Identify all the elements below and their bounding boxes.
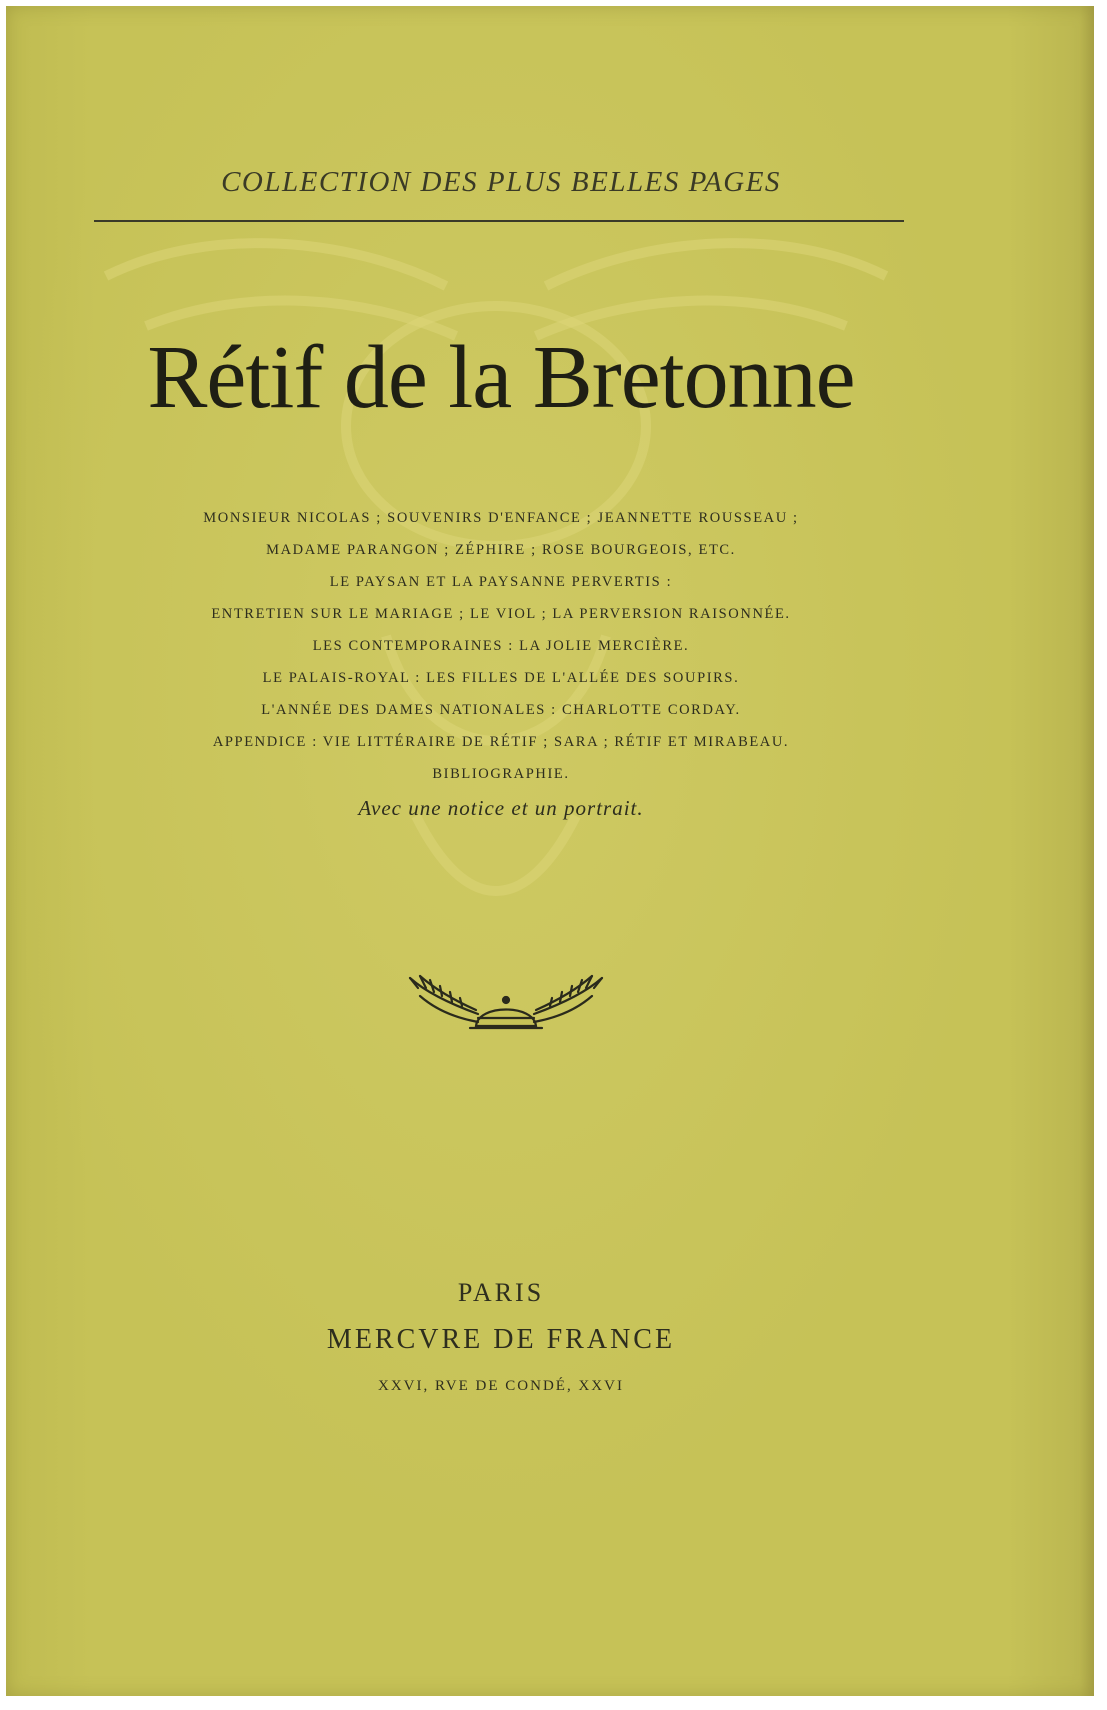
divider: [94, 220, 904, 222]
contents-line: L'ANNÉE DES DAMES NATIONALES : CHARLOTTE CORDAY.: [261, 702, 741, 718]
contents-line: LES CONTEMPORAINES : LA JOLIE MERCIÈRE.: [312, 638, 690, 654]
series-title: COLLECTION DES PLUS BELLES PAGES: [221, 166, 781, 198]
notice-line: Avec une notice et un portrait.: [358, 796, 644, 820]
contents-line: LE PALAIS-ROYAL : LES FILLES DE L'ALLÉE DES SOUPIRS.: [262, 670, 740, 686]
publisher-name: MERCVRE DE FRANCE: [326, 1324, 676, 1355]
author-name: Rétif de la Bretonne: [147, 328, 855, 427]
contents-line: APPENDICE : VIE LITTÉRAIRE DE RÉTIF ; SARA ; RÉTIF ET MIRABEAU.: [212, 734, 790, 750]
worn-edge: [1080, 6, 1094, 1696]
contents-line: MONSIEUR NICOLAS ; SOUVENIRS D'ENFANCE ; JEANNETTE ROUSSEAU ;: [203, 510, 799, 526]
contents-list: [6, 502, 996, 790]
contents-line: BIBLIOGRAPHIE.: [432, 766, 570, 782]
winged-helmet-icon: [406, 966, 606, 1046]
book-cover: [6, 6, 1094, 1696]
contents-line: ENTRETIEN SUR LE MARIAGE ; LE VIOL ; LA PERVERSION RAISONNÉE.: [211, 606, 791, 622]
contents-line: MADAME PARANGON ; ZÉPHIRE ; ROSE BOURGEOIS, ETC.: [266, 542, 736, 558]
publication-city: PARIS: [457, 1278, 545, 1307]
contents-line: LE PAYSAN ET LA PAYSANNE PERVERTIS :: [329, 574, 673, 590]
publisher-address: XXVI, RVE DE CONDÉ, XXVI: [378, 1378, 624, 1394]
